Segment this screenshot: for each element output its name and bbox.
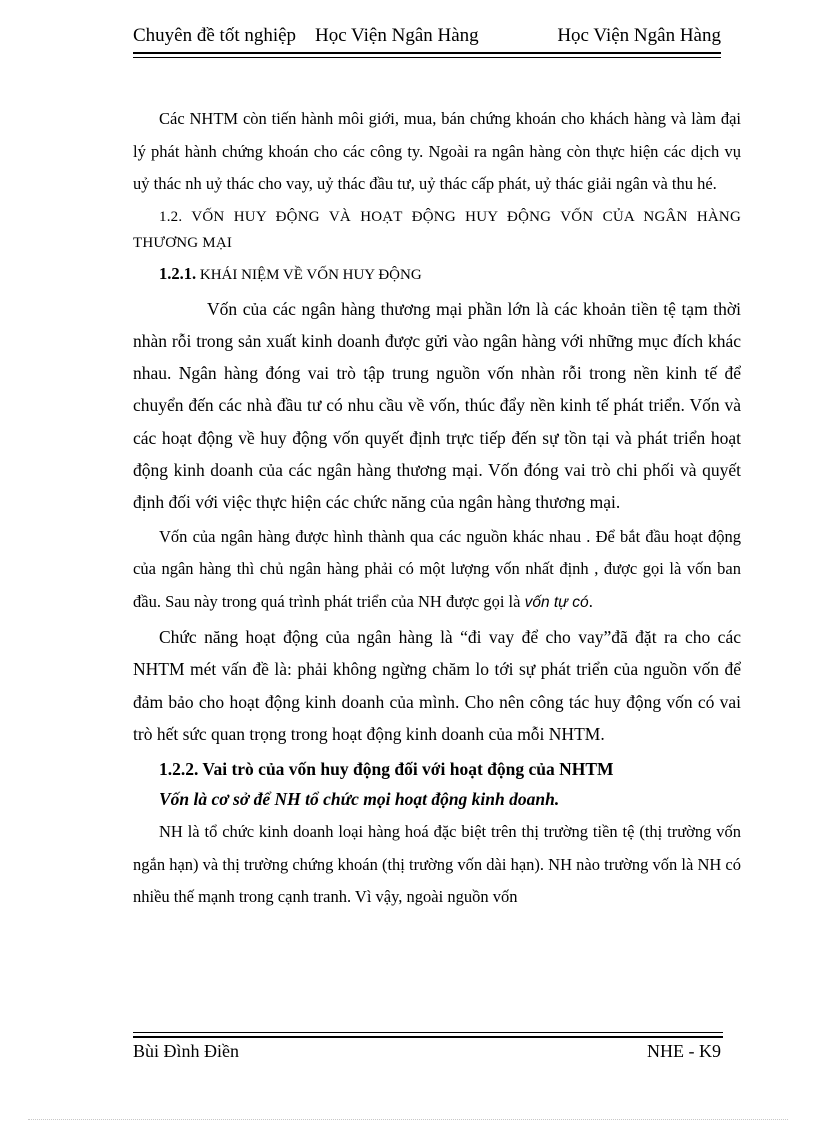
footer-author: Bùi Đình Điền <box>133 1041 239 1061</box>
paragraph-text: Vốn của ngân hàng được hình thành qua các nguồn khác nhau . Để bắt đầu hoạt động của ngân hàng thì chủ ngân hàng phải có một lượng vốn nhất định , được gọi là vốn ban đầu. Sau này trong quá trình phát triển của NH được gọi là <box>133 526 741 611</box>
footer-rule-thick <box>133 1036 723 1038</box>
footer-rule-thin <box>133 1032 723 1033</box>
section-number: 1.2.1. <box>159 263 197 283</box>
page-header <box>133 22 721 50</box>
footer-class: NHE - K9 <box>647 1041 721 1061</box>
header-rule-thin <box>133 57 721 58</box>
paragraph-end: . <box>588 591 593 611</box>
header-rule-thick <box>133 52 721 54</box>
italic-subheading: Vốn là cơ sở để NH tổ chức mọi hoạt động kinh doanh. <box>159 789 560 810</box>
paragraph-services: Các NHTM còn tiến hành môi giới, mua, bán chứng khoán cho khách hàng và làm đại lý phát hành chứng khoán cho các công ty. Ngoài ra ngân hàng còn thực hiện các dịch vụ uỷ thác nh uỷ thác cho vay, uỷ thác đầu tư, uỷ thác cấp phát, uỷ thác giải ngân và thu hé. <box>133 109 741 193</box>
italic-term: vốn tự có <box>524 593 589 611</box>
page-footer <box>133 1039 721 1063</box>
section-heading-1-2: 1.2. VỐN HUY ĐỘNG VÀ HOẠT ĐỘNG HUY ĐỘNG VỐN CỦA NGÂN HÀNG THƯƠNG MẠI <box>133 208 741 251</box>
section-heading-1-2-2: 1.2.2. Vai trò của vốn huy động đối với hoạt động của NHTM <box>159 759 614 780</box>
section-heading-1-2-1 <box>133 259 741 290</box>
paragraph-function: Chức năng hoạt động của ngân hàng là “đi vay để cho vay”đã đặt ra cho các NHTM mét vấn đề là: phải không ngừng chăm lo tới sự phát triển của nguồn vốn để đảm bảo cho hoạt động kinh doanh của mình. Cho nên công tác huy động vốn có vai trò hết sức quan trọng trong hoạt động kinh doanh của mỗi NHTM. <box>133 627 741 744</box>
header-institution: Học Viện Ngân Hàng <box>315 25 479 46</box>
paragraph-capital-sources <box>133 521 741 620</box>
paragraph-bank-organization: NH là tổ chức kinh doanh loại hàng hoá đặc biệt trên thị trường tiền tệ (thị trường vốn ngắn hạn) và thị trường chứng khoán (thị trường vốn dài hạn). NH nào trường vốn là NH có nhiều thế mạnh trong cạnh tranh. Vì vậy, ngoài nguồn vốn <box>133 822 741 907</box>
header-document-type: Chuyên đề tốt nghiệp <box>133 25 297 46</box>
header-institution-right: Học Viện Ngân Hàng <box>557 25 721 46</box>
section-title: KHÁI NIỆM VỀ VỐN HUY ĐỘNG <box>196 266 422 283</box>
page-body <box>133 103 741 914</box>
page-edge-divider <box>28 1119 788 1120</box>
paragraph-concept: Vốn của các ngân hàng thương mại phần lớn là các khoản tiền tệ tạm thời nhàn rỗi trong sản xuất kinh doanh được gửi vào ngân hàng với những mục đích khác nhau. Ngân hàng đóng vai trò tập trung nguồn vốn nhàn rỗi trong nền kinh tế để chuyển đến các nhà đầu tư có nhu cầu về vốn, thúc đẩy nền kinh tế phát triển. Vốn và các hoạt động về huy động vốn quyết định trực tiếp đến sự tồn tại và phát triển hoạt động kinh doanh của các ngân hàng thương mại. Vốn đóng vai trò chi phối và quyết định đối với việc thực hiện các chức năng của ngân hàng thương mại. <box>133 298 741 513</box>
